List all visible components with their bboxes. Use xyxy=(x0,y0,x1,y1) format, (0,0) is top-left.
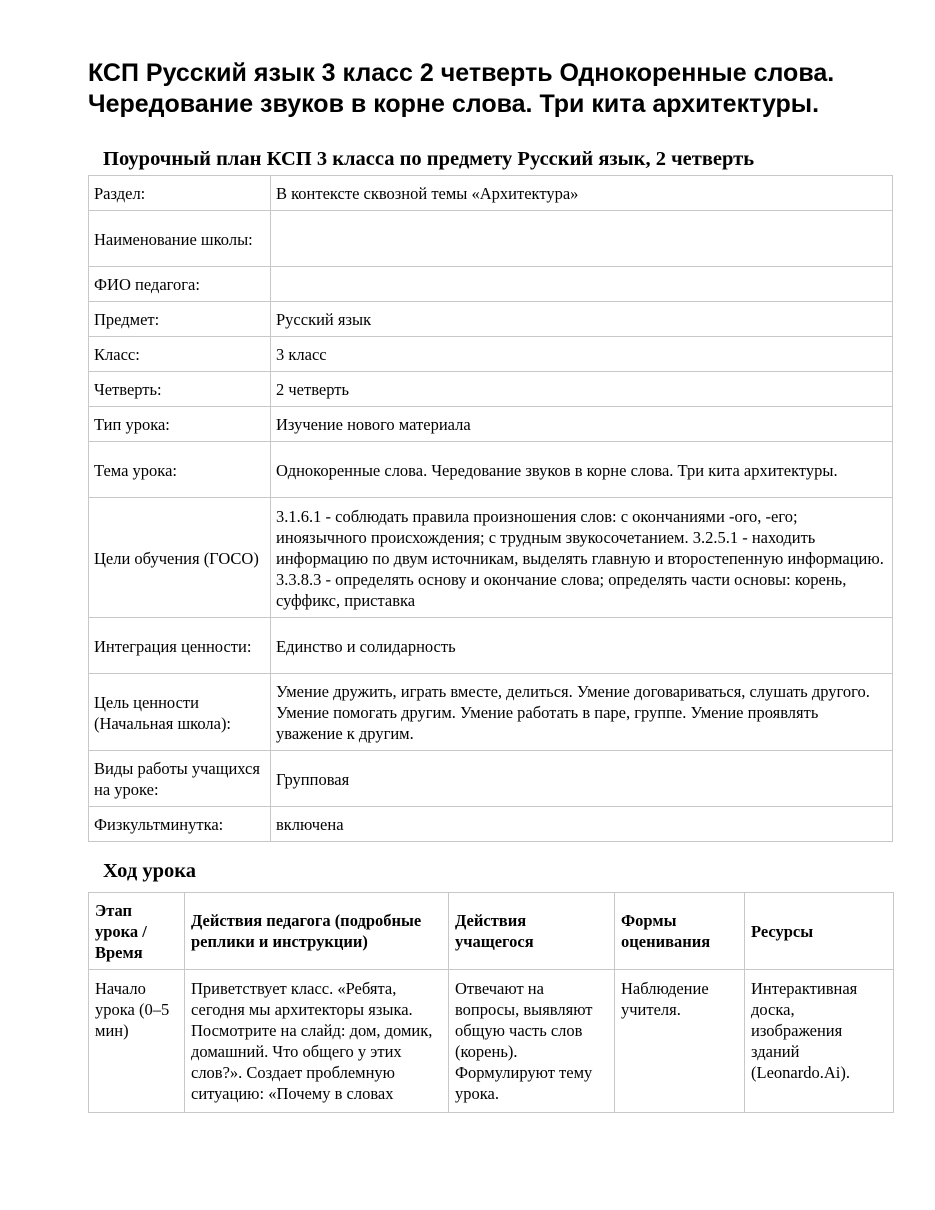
lesson-cell: Наблюдение учителя. xyxy=(615,970,745,1113)
info-label: Раздел: xyxy=(89,176,271,211)
info-row xyxy=(89,674,893,751)
info-row xyxy=(89,751,893,807)
info-value xyxy=(271,267,893,302)
info-row xyxy=(89,498,893,618)
info-row xyxy=(89,372,893,407)
lesson-column-header: Ресурсы xyxy=(745,893,894,970)
info-value: Однокоренные слова. Чередование звуков в корне слова. Три кита архитектуры. xyxy=(271,442,893,498)
lesson-header-row xyxy=(89,893,894,970)
lesson-column-header: Этап урока / Время xyxy=(89,893,185,970)
info-value: 2 четверть xyxy=(271,372,893,407)
lesson-cell: Отвечают на вопросы, выявляют общую часть слов (корень). Формулируют тему урока. xyxy=(449,970,615,1113)
info-value: Умение дружить, играть вместе, делиться. Умение договариваться, слушать другого. Умение помогать другим. Умение работать в паре, группе. Умение проявлять уважение к другим. xyxy=(271,674,893,751)
info-value: Единство и солидарность xyxy=(271,618,893,674)
info-row xyxy=(89,618,893,674)
info-row xyxy=(89,211,893,267)
info-label: Виды работы учащихся на уроке: xyxy=(89,751,271,807)
lesson-cell: Интерактивная доска, изображения зданий (Leonardo.Ai). xyxy=(745,970,894,1113)
info-label: Цели обучения (ГОСО) xyxy=(89,498,271,618)
course-heading: Ход урока xyxy=(103,860,196,882)
lesson-info-table xyxy=(88,175,893,842)
lesson-cell: Приветствует класс. «Ребята, сегодня мы архитекторы языка. Посмотрите на слайд: дом, домик, домашний. Что общего у этих слов?». Создает проблемную ситуацию: «Почему в словах xyxy=(185,970,449,1113)
lesson-cell: Начало урока (0–5 мин) xyxy=(89,970,185,1113)
info-value: Русский язык xyxy=(271,302,893,337)
plan-heading: Поурочный план КСП 3 класса по предмету Русский язык, 2 четверть xyxy=(103,148,755,170)
info-row xyxy=(89,337,893,372)
lesson-row xyxy=(89,970,894,1113)
info-value: 3.1.6.1 - соблюдать правила произношения слов: с окончаниями -ого, -его; иноязычного происхождения; с трудным звукосочетанием. 3.2.5.1 - находить информацию по двум источникам, выделять главную и второстепенную информацию. 3.3.8.3 - определять основу и окончание слова; определять части основы: корень, суффикс, приставка xyxy=(271,498,893,618)
info-label: Тема урока: xyxy=(89,442,271,498)
info-label: Интеграция ценности: xyxy=(89,618,271,674)
info-value: включена xyxy=(271,807,893,842)
info-label: Наименование школы: xyxy=(89,211,271,267)
lesson-column-header: Формы оценивания xyxy=(615,893,745,970)
info-value: Групповая xyxy=(271,751,893,807)
info-row xyxy=(89,176,893,211)
info-label: Предмет: xyxy=(89,302,271,337)
info-label: Цель ценности (Начальная школа): xyxy=(89,674,271,751)
info-label: Тип урока: xyxy=(89,407,271,442)
info-label: Физкультминутка: xyxy=(89,807,271,842)
info-label: ФИО педагога: xyxy=(89,267,271,302)
info-label: Четверть: xyxy=(89,372,271,407)
lesson-column-header: Действия педагога (подробные реплики и инструкции) xyxy=(185,893,449,970)
lesson-column-header: Действия учащегося xyxy=(449,893,615,970)
info-row xyxy=(89,267,893,302)
info-row xyxy=(89,302,893,337)
info-value xyxy=(271,211,893,267)
lesson-course-table xyxy=(88,892,894,1113)
document-page xyxy=(88,58,893,1113)
info-row xyxy=(89,407,893,442)
info-row xyxy=(89,442,893,498)
info-row xyxy=(89,807,893,842)
info-value: Изучение нового материала xyxy=(271,407,893,442)
info-value: 3 класс xyxy=(271,337,893,372)
info-label: Класс: xyxy=(89,337,271,372)
document-title: КСП Русский язык 3 класс 2 четверть Однокоренные слова. Чередование звуков в корне слова. Три кита архитектуры. xyxy=(88,59,835,118)
info-value: В контексте сквозной темы «Архитектура» xyxy=(271,176,893,211)
